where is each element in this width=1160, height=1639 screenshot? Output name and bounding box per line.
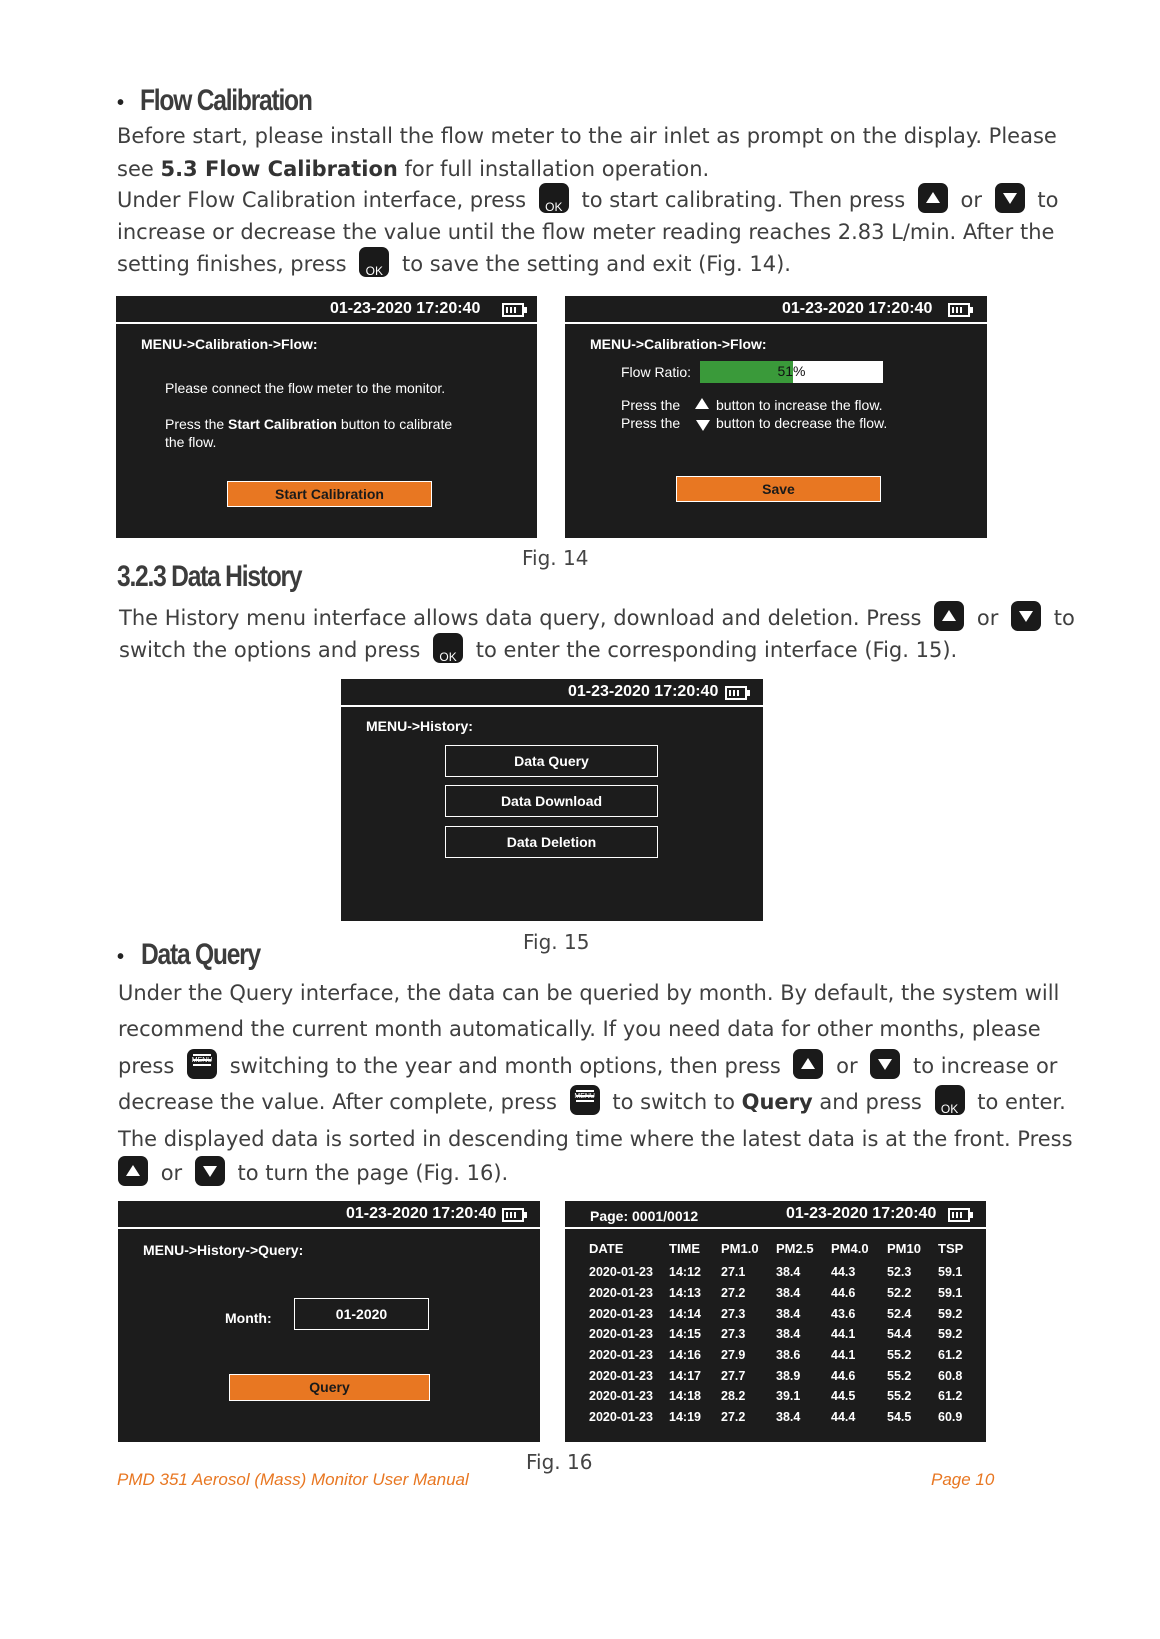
table-cell: 55.2: [887, 1389, 912, 1404]
down-key-icon: [870, 1049, 900, 1079]
data-deletion-option[interactable]: Data Deletion: [445, 826, 658, 858]
progress-percent: 51%: [777, 363, 806, 379]
table-cell: 27.2: [721, 1410, 746, 1425]
table-cell: 52.2: [887, 1286, 912, 1301]
table-row: [589, 1386, 974, 1407]
table-cell: 27.7: [721, 1368, 746, 1383]
bullet: •: [117, 92, 125, 114]
datetime: 01-23-2020 17:20:40: [568, 683, 719, 700]
device-screen-calibration-start: [116, 296, 537, 538]
table-cell: 38.4: [776, 1410, 801, 1425]
column-header: PM10: [887, 1241, 921, 1256]
table-cell: 54.4: [887, 1327, 912, 1342]
query-button[interactable]: Query: [229, 1374, 430, 1401]
column-header: PM1.0: [721, 1241, 759, 1256]
up-key-icon: [793, 1049, 823, 1079]
menu-key-icon: MENU: [570, 1085, 600, 1115]
table-header-row: [589, 1235, 974, 1262]
table-cell: 38.6: [776, 1348, 801, 1363]
status-bar: [116, 296, 537, 324]
table-cell: 14:17: [669, 1368, 701, 1383]
screen-title: MENU->History->Query:: [143, 1242, 304, 1258]
status-bar: [565, 1201, 986, 1229]
table-cell: 27.1: [721, 1265, 746, 1280]
figure-caption: Fig. 15: [523, 930, 590, 954]
table-cell: 55.2: [887, 1348, 912, 1363]
up-key-icon: [118, 1156, 148, 1186]
table-row: [589, 1262, 974, 1283]
table-cell: 2020-01-23: [589, 1368, 653, 1383]
column-header: TIME: [669, 1241, 701, 1256]
table-cell: 59.1: [938, 1286, 963, 1301]
section-heading-data-history: 3.2.3 Data History: [117, 560, 302, 593]
up-key-icon: [918, 183, 948, 213]
status-bar: [118, 1201, 540, 1229]
table-cell: 14:15: [669, 1327, 701, 1342]
data-query-option[interactable]: Data Query: [445, 745, 658, 777]
status-bar: [565, 296, 987, 324]
table-cell: 2020-01-23: [589, 1389, 653, 1404]
ok-key-icon: OK: [935, 1085, 965, 1115]
flow-ratio-progress: [700, 361, 883, 383]
paragraph: The History menu interface allows data query, download and deletion. Press or to: [119, 602, 1075, 635]
paragraph: switch the options and press OK to enter the corresponding interface (Fig. 15).: [119, 634, 957, 667]
month-label: Month:: [225, 1310, 272, 1326]
section-heading-data-query: Data Query: [141, 938, 260, 971]
paragraph: Under the Query interface, the data can be queried by month. By default, the system will: [118, 981, 1060, 1005]
table-row: [589, 1407, 974, 1428]
table-cell: 38.4: [776, 1286, 801, 1301]
ok-key-icon: OK: [359, 247, 389, 277]
paragraph: The displayed data is sorted in descending time where the latest data is at the front. Press: [118, 1127, 1073, 1151]
device-screen-query-results: [565, 1201, 986, 1442]
table-row: [589, 1303, 974, 1324]
up-arrow-icon: [695, 398, 709, 409]
screen-title: MENU->History:: [366, 718, 473, 734]
column-header: TSP: [938, 1241, 964, 1256]
screen-text: Press the Start Calibration button to calibrate: [165, 416, 453, 432]
paragraph: Before start, please install the flow meter to the air inlet as prompt on the display. Please see 5.3 Flow Calibration for full installation operation.: [117, 124, 1057, 181]
table-cell: 2020-01-23: [589, 1286, 653, 1301]
footer-manual-title: PMD 351 Aerosol (Mass) Monitor User Manual: [117, 1470, 469, 1489]
data-download-option[interactable]: Data Download: [445, 785, 658, 817]
paragraph: Under Flow Calibration interface, press OK to start calibrating. Then press or to: [117, 184, 1058, 217]
screen-title: MENU->Calibration->Flow:: [141, 336, 318, 352]
battery-icon: [502, 1208, 524, 1222]
section-heading-flow-calibration: Flow Calibration: [140, 84, 312, 117]
table-cell: 44.1: [831, 1327, 856, 1342]
status-bar: [341, 679, 763, 707]
screen-text: Press the: [621, 397, 681, 413]
table-cell: 27.9: [721, 1348, 746, 1363]
datetime: 01-23-2020 17:20:40: [782, 300, 933, 317]
footer-page-number: Page 10: [931, 1470, 995, 1489]
table-cell: 60.9: [938, 1410, 963, 1425]
table-cell: 44.1: [831, 1348, 856, 1363]
paragraph: recommend the current month automatically. If you need data for other months, please: [118, 1017, 1041, 1041]
device-screen-calibration-adjust: [565, 296, 987, 538]
column-header: PM4.0: [831, 1241, 869, 1256]
paragraph: or to turn the page (Fig. 16).: [112, 1157, 508, 1190]
table-cell: 14:14: [669, 1306, 701, 1321]
column-header: PM2.5: [776, 1241, 814, 1256]
paragraph: increase or decrease the value until the flow meter reading reaches 2.83 L/min. After the: [117, 220, 1055, 244]
table-cell: 38.4: [776, 1265, 801, 1280]
bullet: •: [117, 946, 125, 968]
table-cell: 14:16: [669, 1348, 701, 1363]
table-cell: 59.1: [938, 1265, 963, 1280]
table-cell: 2020-01-23: [589, 1348, 653, 1363]
table-row: [589, 1283, 974, 1304]
table-cell: 52.3: [887, 1265, 912, 1280]
table-cell: 2020-01-23: [589, 1410, 653, 1425]
table-cell: 2020-01-23: [589, 1265, 653, 1280]
table-cell: 61.2: [938, 1389, 963, 1404]
figure-caption: Fig. 16: [526, 1450, 593, 1474]
table-cell: 14:13: [669, 1286, 701, 1301]
table-cell: 43.6: [831, 1306, 856, 1321]
screen-text: button to decrease the flow.: [716, 415, 888, 431]
table-cell: 14:19: [669, 1410, 701, 1425]
datetime: 01-23-2020 17:20:40: [786, 1205, 937, 1222]
table-cell: 59.2: [938, 1327, 963, 1342]
battery-icon: [948, 303, 970, 317]
table-cell: 44.3: [831, 1265, 856, 1280]
table-cell: 2020-01-23: [589, 1327, 653, 1342]
flow-ratio-label: Flow Ratio:: [621, 364, 692, 380]
paragraph: press MENU switching to the year and month options, then press or to increase or: [118, 1050, 1057, 1083]
table-cell: 59.2: [938, 1306, 963, 1321]
table-row: [589, 1324, 974, 1345]
screen-title: MENU->Calibration->Flow:: [590, 336, 767, 352]
ok-key-icon: OK: [433, 633, 463, 663]
table-row: [589, 1365, 974, 1386]
datetime: 01-23-2020 17:20:40: [330, 300, 481, 317]
ok-key-icon: OK: [539, 183, 569, 213]
table-cell: 14:18: [669, 1389, 701, 1404]
table-cell: 54.5: [887, 1410, 912, 1425]
history-data-table: [589, 1235, 974, 1428]
table-row: [589, 1345, 974, 1366]
table-cell: 60.8: [938, 1368, 963, 1383]
down-arrow-icon: [696, 420, 710, 431]
screen-text: Press the: [621, 415, 681, 431]
table-cell: 52.4: [887, 1306, 912, 1321]
table-cell: 38.4: [776, 1327, 801, 1342]
paragraph: decrease the value. After complete, press MENU to switch to Query and press OK to enter.: [118, 1086, 1066, 1119]
figure-caption: Fig. 14: [522, 546, 589, 570]
down-key-icon: [195, 1156, 225, 1186]
table-cell: 55.2: [887, 1368, 912, 1383]
table-cell: 44.5: [831, 1389, 856, 1404]
table-cell: 2020-01-23: [589, 1306, 653, 1321]
table-cell: 14:12: [669, 1265, 701, 1280]
save-button[interactable]: Save: [676, 476, 881, 502]
battery-icon: [948, 1208, 970, 1222]
menu-key-icon: MENU: [187, 1049, 217, 1079]
down-key-icon: [995, 183, 1025, 213]
table-cell: 28.2: [721, 1389, 746, 1404]
battery-icon: [725, 686, 747, 700]
month-field[interactable]: 01-2020: [294, 1298, 429, 1330]
start-calibration-button[interactable]: Start Calibration: [227, 481, 432, 507]
down-key-icon: [1011, 601, 1041, 631]
device-screen-history-menu: [341, 679, 763, 921]
paragraph: setting finishes, press OK to save the setting and exit (Fig. 14).: [117, 248, 791, 281]
table-cell: 27.3: [721, 1306, 746, 1321]
screen-text: the flow.: [165, 434, 217, 450]
table-cell: 44.6: [831, 1286, 856, 1301]
screen-text: Please connect the flow meter to the monitor.: [165, 380, 446, 396]
page-indicator: Page: 0001/0012: [590, 1208, 699, 1224]
table-cell: 38.9: [776, 1368, 801, 1383]
up-key-icon: [934, 601, 964, 631]
screen-text: button to increase the flow.: [716, 397, 883, 413]
device-screen-query: [118, 1201, 540, 1442]
table-cell: 44.4: [831, 1410, 856, 1425]
table-cell: 39.1: [776, 1389, 801, 1404]
table-cell: 38.4: [776, 1306, 801, 1321]
table-cell: 61.2: [938, 1348, 963, 1363]
table-cell: 27.2: [721, 1286, 746, 1301]
datetime: 01-23-2020 17:20:40: [346, 1205, 497, 1222]
table-cell: 44.6: [831, 1368, 856, 1383]
battery-icon: [502, 303, 524, 317]
column-header: DATE: [589, 1241, 624, 1256]
table-cell: 27.3: [721, 1327, 746, 1342]
